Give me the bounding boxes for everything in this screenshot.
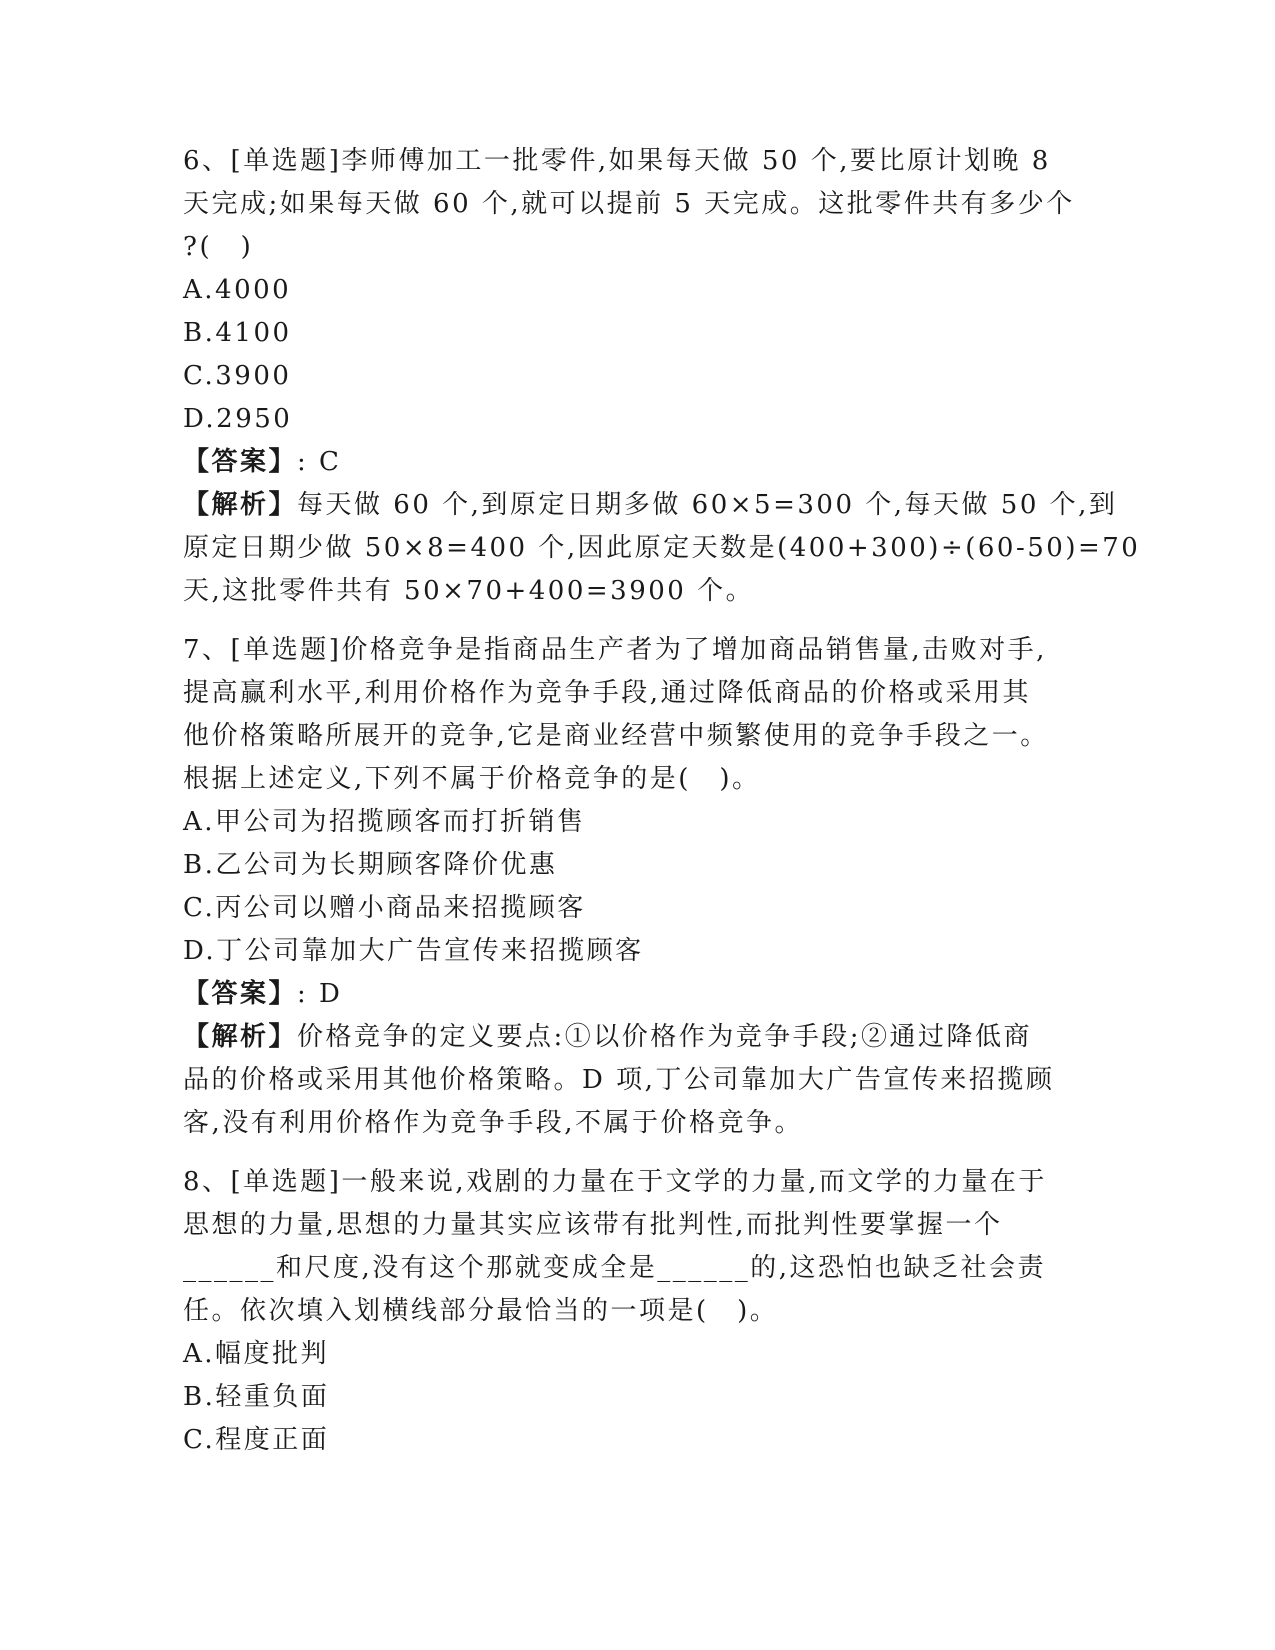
explanation-line: 品的价格或采用其他价格策略。D 项,丁公司靠加大广告宣传来招揽顾 — [183, 1065, 1055, 1095]
question-stem-line — [183, 629, 1083, 672]
question-8 — [183, 1161, 1083, 1462]
question-type-tag: [单选题] — [230, 1167, 342, 1197]
question-number: 6、 — [183, 146, 231, 176]
option-b: B.轻重负面 — [183, 1382, 330, 1412]
option-b: B.乙公司为长期顾客降价优惠 — [183, 850, 558, 880]
explanation-text: 每天做 60 个,到原定日期多做 60×5=300 个,每天做 50 个,到 — [297, 490, 1118, 520]
document-page — [183, 140, 1141, 1462]
explanation-line: 客,没有利用价格作为竞争手段,不属于价格竞争。 — [183, 1108, 804, 1138]
option-d: D.2950 — [183, 404, 293, 434]
question-stem-line: 提高赢利水平,利用价格作为竞争手段,通过降低商品的价格或采用其 — [183, 678, 1032, 708]
question-stem-line: 天完成;如果每天做 60 个,就可以提前 5 天完成。这批零件共有多少个 — [183, 189, 1075, 219]
question-stem-text: 一般来说,戏剧的力量在于文学的力量,而文学的力量在于 — [341, 1167, 1047, 1197]
option-c: C.丙公司以赠小商品来招揽顾客 — [183, 893, 586, 923]
question-6 — [183, 140, 1141, 613]
question-stem-text: 价格竞争是指商品生产者为了增加商品销售量,击败对手, — [341, 635, 1047, 665]
question-stem-line: 任。依次填入划横线部分最恰当的一项是( )。 — [183, 1296, 779, 1326]
question-stem-line: 思想的力量,思想的力量其实应该带有批判性,而批判性要掌握一个 — [183, 1210, 1003, 1240]
answer-line — [183, 441, 1083, 484]
answer-line — [183, 973, 1083, 1016]
answer-separator: : — [297, 447, 309, 477]
question-stem-line: ______和尺度,没有这个那就变成全是______的,这恐怕也缺乏社会责 — [183, 1253, 1047, 1283]
option-d: D.丁公司靠加大广告宣传来招揽顾客 — [183, 936, 644, 966]
question-stem-line — [183, 1161, 1083, 1204]
question-stem-line: 他价格策略所展开的竞争,它是商业经营中频繁使用的竞争手段之一。 — [183, 721, 1049, 751]
explanation-label: 【解析】 — [183, 1022, 298, 1052]
answer-value: D — [319, 979, 343, 1009]
option-a: A.幅度批判 — [183, 1339, 330, 1369]
explanation-line: 原定日期少做 50×8=400 个,因此原定天数是(400+300)÷(60-50)=70 — [183, 533, 1141, 563]
answer-separator: : — [297, 979, 309, 1009]
option-c: C.3900 — [183, 361, 292, 391]
answer-label: 【答案】 — [183, 979, 298, 1009]
question-stem-line: ?( ) — [183, 232, 254, 262]
explanation-line: 天,这批零件共有 50×70+400=3900 个。 — [183, 576, 755, 606]
question-stem-line — [183, 140, 1083, 183]
explanation-text: 价格竞争的定义要点:①以价格作为竞争手段;②通过降低商 — [297, 1022, 1033, 1052]
explanation-line — [183, 1016, 1083, 1059]
question-number: 8、 — [183, 1167, 231, 1197]
option-a: A.甲公司为招揽顾客而打折销售 — [183, 807, 586, 837]
option-c: C.程度正面 — [183, 1425, 330, 1455]
option-b: B.4100 — [183, 318, 292, 348]
answer-value: C — [319, 447, 342, 477]
question-7 — [183, 629, 1083, 1145]
question-type-tag: [单选题] — [230, 635, 342, 665]
question-number: 7、 — [183, 635, 231, 665]
option-a: A.4000 — [183, 275, 292, 305]
explanation-label: 【解析】 — [183, 490, 298, 520]
explanation-line — [183, 484, 1118, 527]
question-type-tag: [单选题] — [230, 146, 342, 176]
answer-label: 【答案】 — [183, 447, 298, 477]
question-stem-line: 根据上述定义,下列不属于价格竞争的是( )。 — [183, 764, 761, 794]
question-stem-text: 李师傅加工一批零件,如果每天做 50 个,要比原计划晚 8 — [341, 146, 1051, 176]
